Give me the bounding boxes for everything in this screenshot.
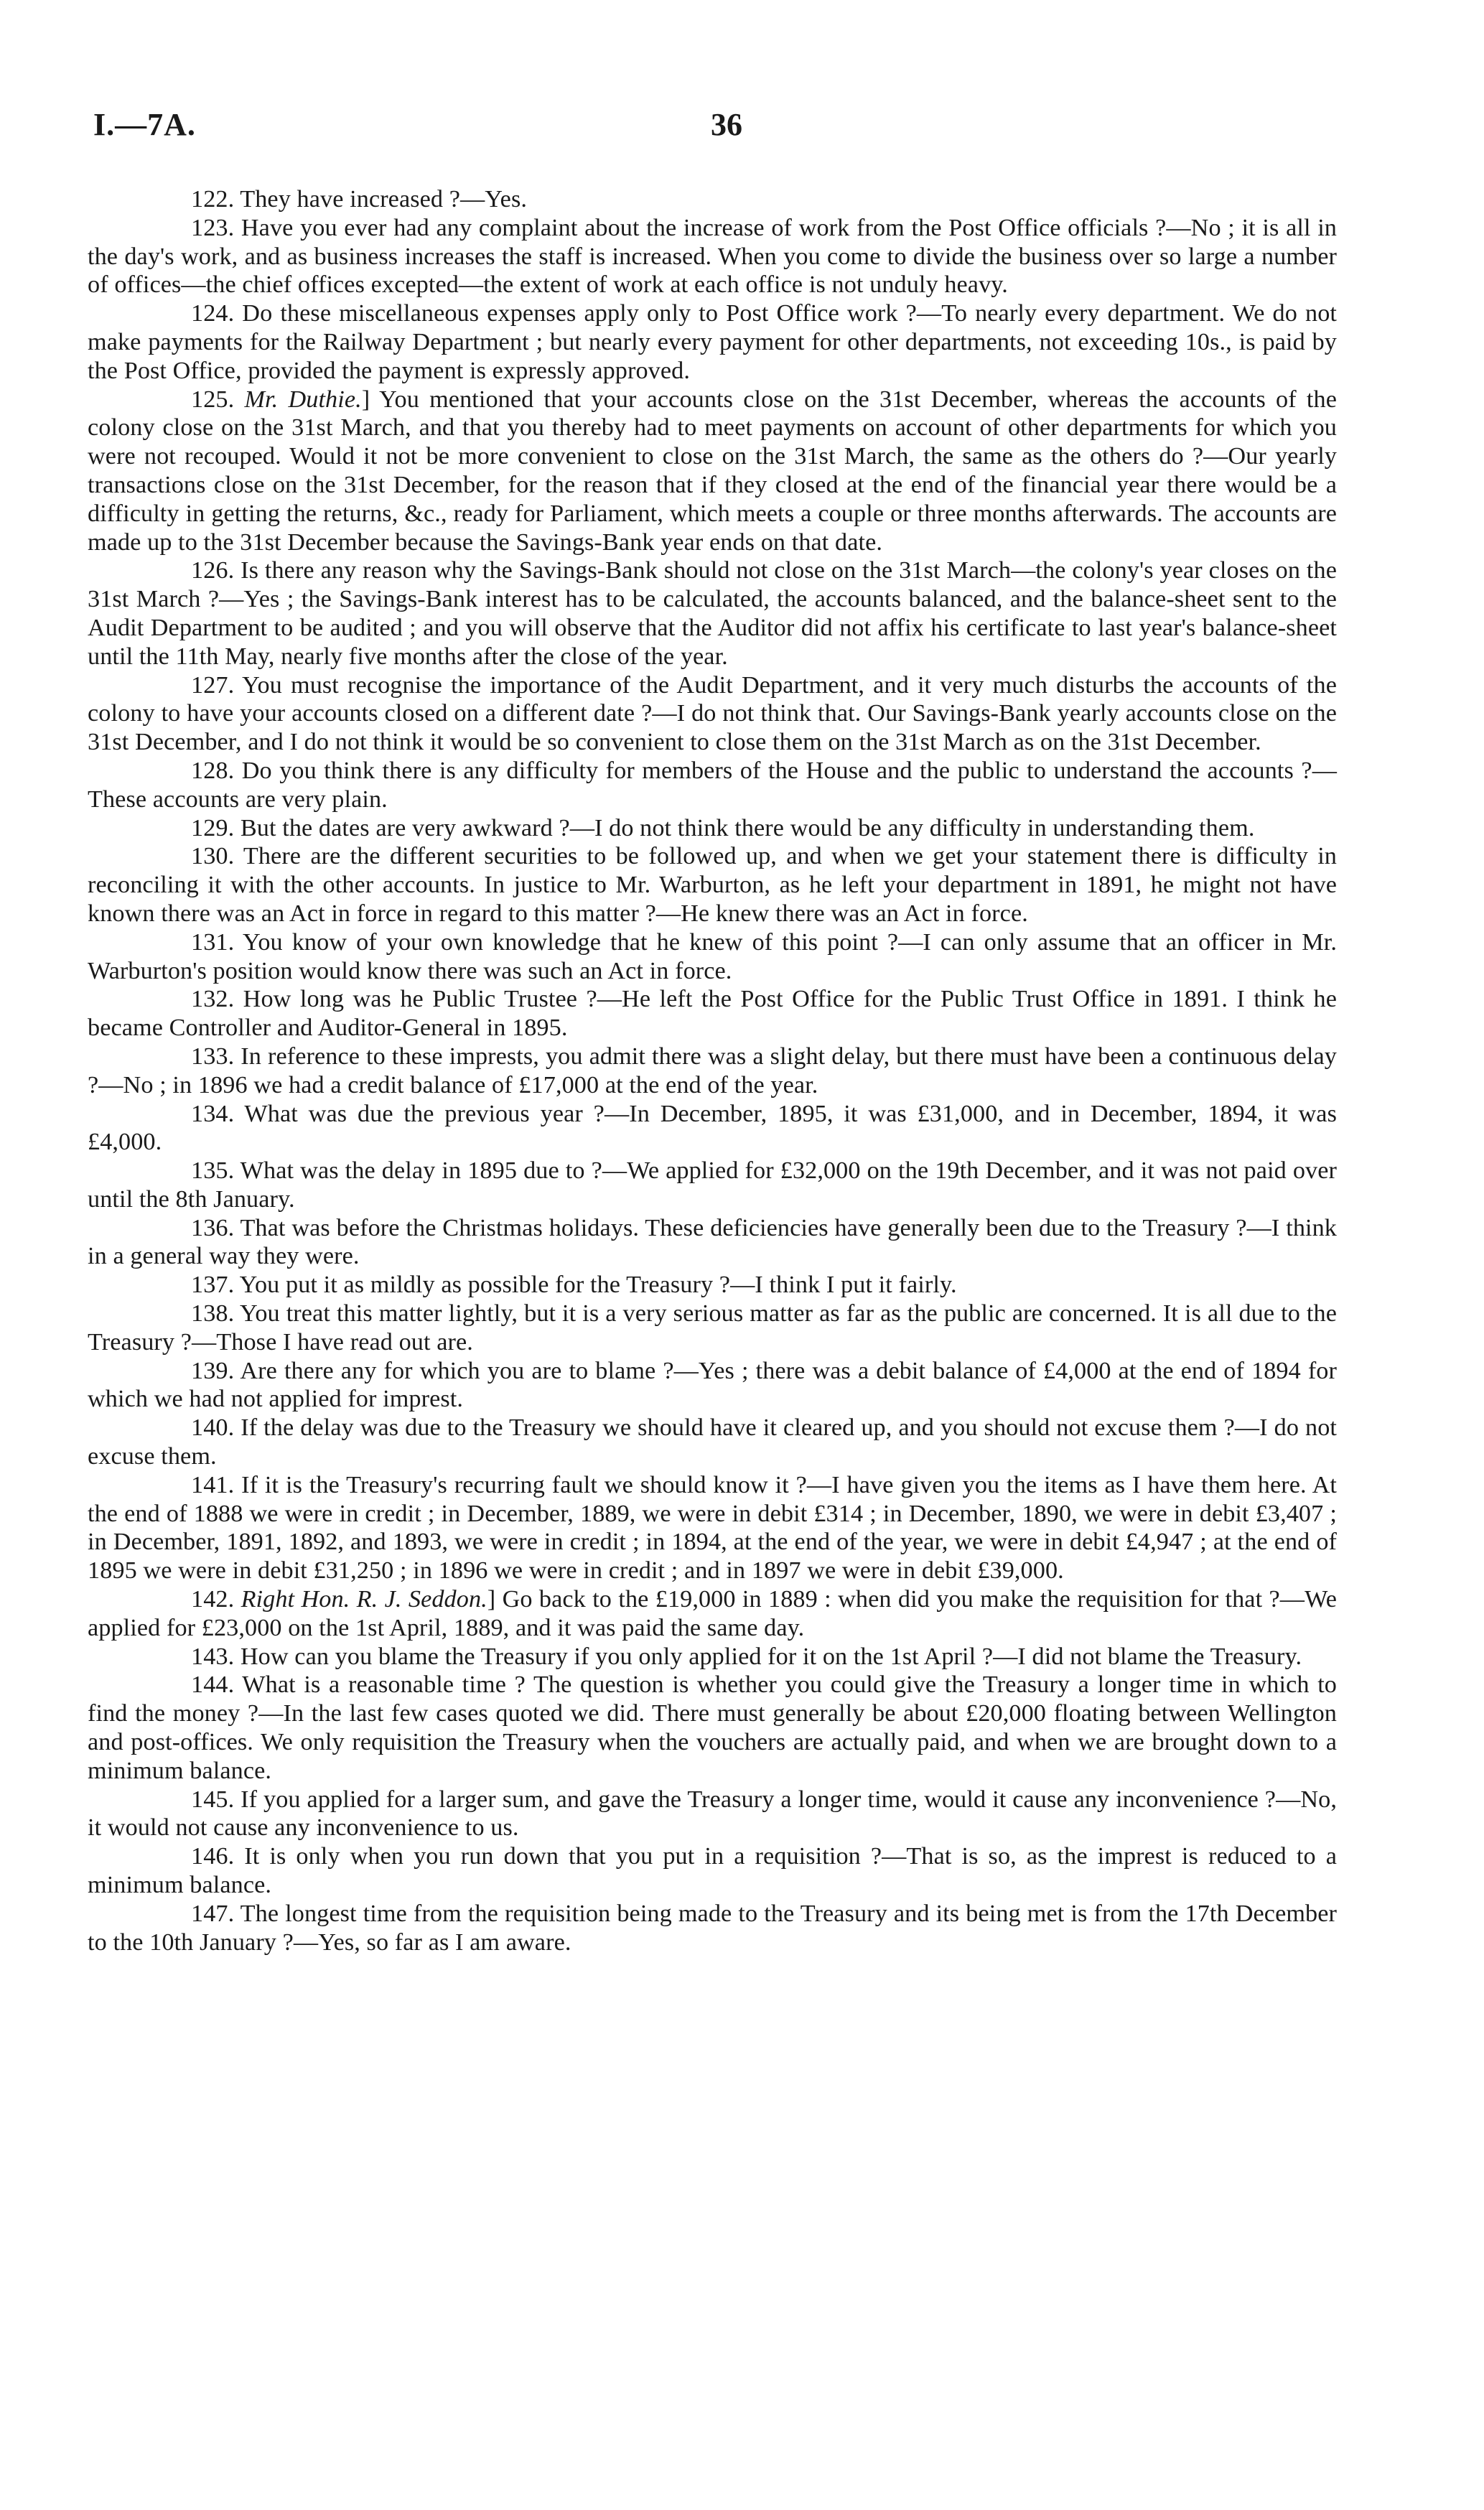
page-number: 36 xyxy=(711,107,742,142)
paragraph-140: 140. If the delay was due to the Treasury we should have it cleared up, and you should not excuse them ?—I do not excuse them. xyxy=(88,1414,1337,1470)
paragraph-147: 147. The longest time from the requisition being made to the Treasury and its being met is from the 17th December to the 10th January ?—Yes, so far as I am aware. xyxy=(88,1900,1337,1956)
paragraph-135: 135. What was the delay in 1895 due to ?—We applied for £32,000 on the 19th December, and it was not paid over until the 8th January. xyxy=(88,1157,1337,1213)
paragraph-123: 123. Have you ever had any complaint about the increase of work from the Post Office officials ?—No ; it is all in the day's work, and as business increases the staff is increased. When you come to divide the business over so large a number of offices—the chief offices excepted—the extent of work at each office is not unduly heavy. xyxy=(88,214,1337,299)
paragraph-141: 141. If it is the Treasury's recurring fault we should know it ?—I have given you the items as I have them here. At the end of 1888 we were in credit ; in December, 1889, we were in debit £314 ; in December, 1890, we were in debit £3,407 ; in December, 1891, 1892, and 1893, we were in credit ; in 1894, at the end of the year, we were in debit £4,947 ; at the end of 1895 we were in debit £31,250 ; in 1896 we were in credit ; and in 1897 we were in debit £39,000. xyxy=(88,1471,1337,1585)
speaker-name: Right Hon. R. J. Seddon. xyxy=(241,1586,487,1613)
paragraph-124: 124. Do these miscellaneous expenses apply only to Post Office work ?—To nearly every department. We do not make payments for the Railway Department ; but nearly every payment for other departments, not exceeding 10s., is paid by the Post Office, provided the payment is expressly approved. xyxy=(88,300,1337,384)
paragraph-133: 133. In reference to these imprests, you admit there was a slight delay, but there must have been a continuous delay ?—No ; in 1896 we had a credit balance of £17,000 at the end of the year. xyxy=(88,1042,1337,1098)
paragraph-number: 142. xyxy=(191,1586,235,1613)
paragraph-128: 128. Do you think there is any difficulty for members of the House and the public to understand the accounts ?—These accounts are very plain. xyxy=(88,757,1337,813)
paragraph-number: 125. xyxy=(191,386,235,413)
paragraph-136: 136. That was before the Christmas holidays. These deficiencies have generally been due to the Treasury ?—I think in a general way they were. xyxy=(88,1214,1337,1270)
speaker-name: Mr. Duthie. xyxy=(244,386,362,413)
paragraph-142 xyxy=(88,1585,1337,1643)
paragraph-143: 143. How can you blame the Treasury if you only applied for it on the 1st April ?—I did not blame the Treasury. xyxy=(191,1643,1302,1670)
paragraph-122: 122. They have increased ?—Yes. xyxy=(191,186,528,213)
paragraph-134: 134. What was due the previous year ?—In December, 1895, it was £31,000, and in December, 1894, it was £4,000. xyxy=(88,1100,1337,1156)
paragraph-127: 127. You must recognise the importance of the Audit Department, and it very much disturbs the accounts of the colony to have your accounts closed on a different date ?—I do not think that. Our Savings-Bank yearly accounts close on the 31st December, and I do not think it would be so convenient to close them on the 31st March as on the 31st December. xyxy=(88,671,1337,756)
paragraph-131: 131. You know of your own knowledge that he knew of this point ?—I can only assume that an officer in Mr. Warburton's position would know there was such an Act in force. xyxy=(88,928,1337,984)
document-reference: I.—7A. xyxy=(93,107,196,142)
paragraph-body: ] Go back to the £19,000 in 1889 : when did you make the requisition for that ?—We applied for £23,000 on the 1st April, 1889, and it was paid the same day. xyxy=(88,1586,1337,1641)
paragraph-125 xyxy=(88,386,1337,557)
paragraph-139: 139. Are there any for which you are to blame ?—Yes ; there was a debit balance of £4,000 at the end of 1894 for which we had not applied for imprest. xyxy=(88,1357,1337,1413)
paragraph-132: 132. How long was he Public Trustee ?—He left the Post Office for the Public Trust Office in 1891. I think he became Controller and Auditor-General in 1895. xyxy=(88,986,1337,1042)
evidence-text xyxy=(88,185,1337,1956)
paragraph-145: 145. If you applied for a larger sum, and gave the Treasury a longer time, would it cause any inconvenience ?—No, it would not cause any inconvenience to us. xyxy=(88,1786,1337,1842)
paragraph-146: 146. It is only when you run down that you put in a requisition ?—That is so, as the imprest is reduced to a minimum balance. xyxy=(88,1843,1337,1899)
paragraph-body: ] You mentioned that your accounts close on the 31st December, whereas the accounts of the colony close on the 31st March, and that you thereby had to meet payments on account of other departments for which you were not recouped. Would it not be more convenient to close on the 31st March, the same as the others do ?—Our yearly transactions close on the 31st December, for the reason that if they closed at the end of the financial year there would be a difficulty in getting the returns, &c., ready for Parliament, which meets a couple or three months afterwards. The accounts are made up to the 31st December because the Savings-Bank year ends on that date. xyxy=(88,386,1337,556)
paragraph-138: 138. You treat this matter lightly, but it is a very serious matter as far as the public are concerned. It is all due to the Treasury ?—Those I have read out are. xyxy=(88,1300,1337,1356)
paragraph-137: 137. You put it as mildly as possible for the Treasury ?—I think I put it fairly. xyxy=(191,1272,957,1299)
paragraph-130: 130. There are the different securities to be followed up, and when we get your statement there is difficulty in reconciling it with the other accounts. In justice to Mr. Warburton, as he left your department in 1891, he might not have known there was an Act in force in regard to this matter ?—He knew there was an Act in force. xyxy=(88,843,1337,927)
paragraph-144: 144. What is a reasonable time ? The question is whether you could give the Treasury a longer time in which to find the money ?—In the last few cases quoted we did. There must generally be about £20,000 floating between Wellington and post-offices. We only requisition the Treasury when the vouchers are actually paid, and when we are brought down to a minimum balance. xyxy=(88,1671,1337,1784)
page-header xyxy=(93,106,1328,157)
paragraph-129: 129. But the dates are very awkward ?—I do not think there would be any difficulty in understanding them. xyxy=(191,814,1255,841)
paragraph-126: 126. Is there any reason why the Savings-Bank should not close on the 31st March—the colony's year closes on the 31st March ?—Yes ; the Savings-Bank interest has to be calculated, the accounts balanced, and the balance-sheet sent to the Audit Department to be audited ; and you will observe that the Auditor did not affix his certificate to last year's balance-sheet until the 11th May, nearly five months after the close of the year. xyxy=(88,557,1337,670)
